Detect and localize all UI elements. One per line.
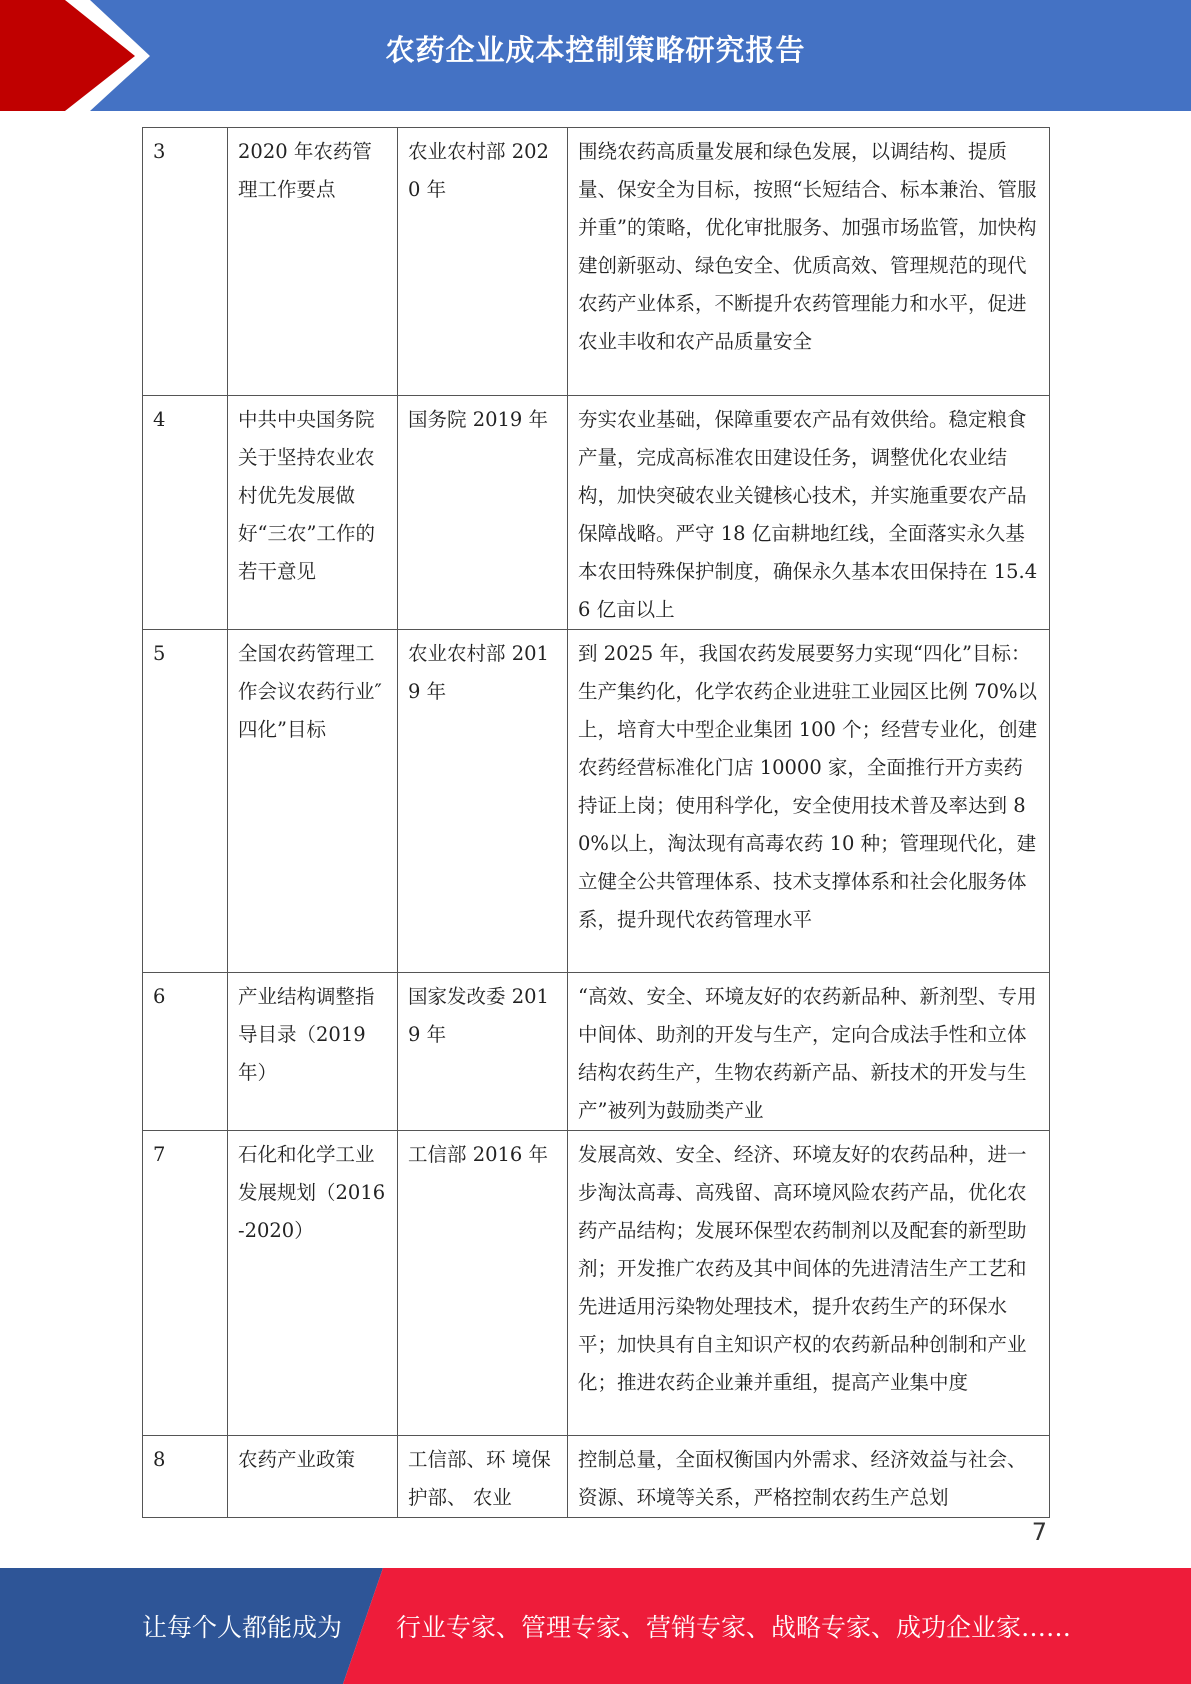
table-row xyxy=(143,1131,1050,1436)
row-number: 3 xyxy=(143,128,228,396)
policy-name: 产业结构调整指导目录（2019 年） xyxy=(228,973,398,1131)
policy-content: 控制总量，全面权衡国内外需求、经济效益与社会、资源、环境等关系，严格控制农药生产总划 xyxy=(568,1436,1050,1518)
policy-content: 夯实农业基础，保障重要农产品有效供给。稳定粮食产量，完成高标准农田建设任务，调整优化农业结构，加快突破农业关键核心技术，并实施重要农产品保障战略。严守 18 亿亩耕地红线，全面落实永久基本农田特殊保护制度，确保永久基本农田保持在 15.46 亿亩以上 xyxy=(568,396,1050,630)
policy-content: 到 2025 年，我国农药发展要努力实现“四化”目标：生产集约化，化学农药企业进驻工业园区比例 70%以上，培育大中型企业集团 100 个；经营专业化，创建农药经营标准化门店 10000 家，全面推行开方卖药持证上岗；使用科学化，安全使用技术普及率达到 80%以上，淘汰现有高毒农药 10 种；管理现代化，建立健全公共管理体系、技术支撑体系和社会化服务体系，提升现代农药管理水平 xyxy=(568,630,1050,973)
policy-issuer: 农业农村部 2019 年 xyxy=(398,630,568,973)
row-number: 8 xyxy=(143,1436,228,1518)
policy-issuer: 国务院 2019 年 xyxy=(398,396,568,630)
policy-content: “高效、安全、环境友好的农药新品种、新剂型、专用中间体、助剂的开发与生产，定向合成法手性和立体结构农药生产，生物农药新产品、新技术的开发与生产”被列为鼓励类产业 xyxy=(568,973,1050,1131)
policy-table xyxy=(142,127,1050,1518)
table-row xyxy=(143,128,1050,396)
table-row xyxy=(143,630,1050,973)
policy-content: 发展高效、安全、经济、环境友好的农药品种，进一步淘汰高毒、高残留、高环境风险农药产品，优化农药产品结构；发展环保型农药制剂以及配套的新型助剂；开发推广农药及其中间体的先进清洁生产工艺和先进适用污染物处理技术，提升农药生产的环保水平；加快具有自主知识产权的农药新品种创制和产业化；推进农药企业兼并重组，提高产业集中度 xyxy=(568,1131,1050,1436)
row-number: 6 xyxy=(143,973,228,1131)
row-number: 5 xyxy=(143,630,228,973)
row-number: 7 xyxy=(143,1131,228,1436)
policy-issuer: 农业农村部 2020 年 xyxy=(398,128,568,396)
header-title: 农药企业成本控制策略研究报告 xyxy=(385,33,806,67)
footer-slogan-left: 让每个人都能成为 xyxy=(142,1613,343,1642)
policy-issuer: 工信部 2016 年 xyxy=(398,1131,568,1436)
row-number: 4 xyxy=(143,396,228,630)
page-number: 7 xyxy=(1031,1518,1047,1546)
table-row xyxy=(143,973,1050,1131)
footer-slogan-right: 行业专家、管理专家、营销专家、战略专家、成功企业家…… xyxy=(396,1613,1072,1642)
page-footer xyxy=(0,1568,1191,1684)
page-header xyxy=(0,0,1191,111)
table-row xyxy=(143,1436,1050,1518)
policy-name: 2020 年农药管理工作要点 xyxy=(228,128,398,396)
policy-name: 全国农药管理工作会议农药行业″四化”目标 xyxy=(228,630,398,973)
policy-name: 石化和化学工业发展规划（2016-2020） xyxy=(228,1131,398,1436)
table-row xyxy=(143,396,1050,630)
policy-name: 中共中央国务院关于坚持农业农村优先发展做好“三农”工作的若干意见 xyxy=(228,396,398,630)
policy-issuer: 国家发改委 2019 年 xyxy=(398,973,568,1131)
policy-issuer: 工信部、环 境保护部、 农业 xyxy=(398,1436,568,1518)
policy-name: 农药产业政策 xyxy=(228,1436,398,1518)
policy-content: 围绕农药高质量发展和绿色发展，以调结构、提质量、保安全为目标，按照“长短结合、标本兼治、管服并重”的策略，优化审批服务、加强市场监管，加快构建创新驱动、绿色安全、优质高效、管理规范的现代农药产业体系，不断提升农药管理能力和水平，促进农业丰收和农产品质量安全 xyxy=(568,128,1050,396)
